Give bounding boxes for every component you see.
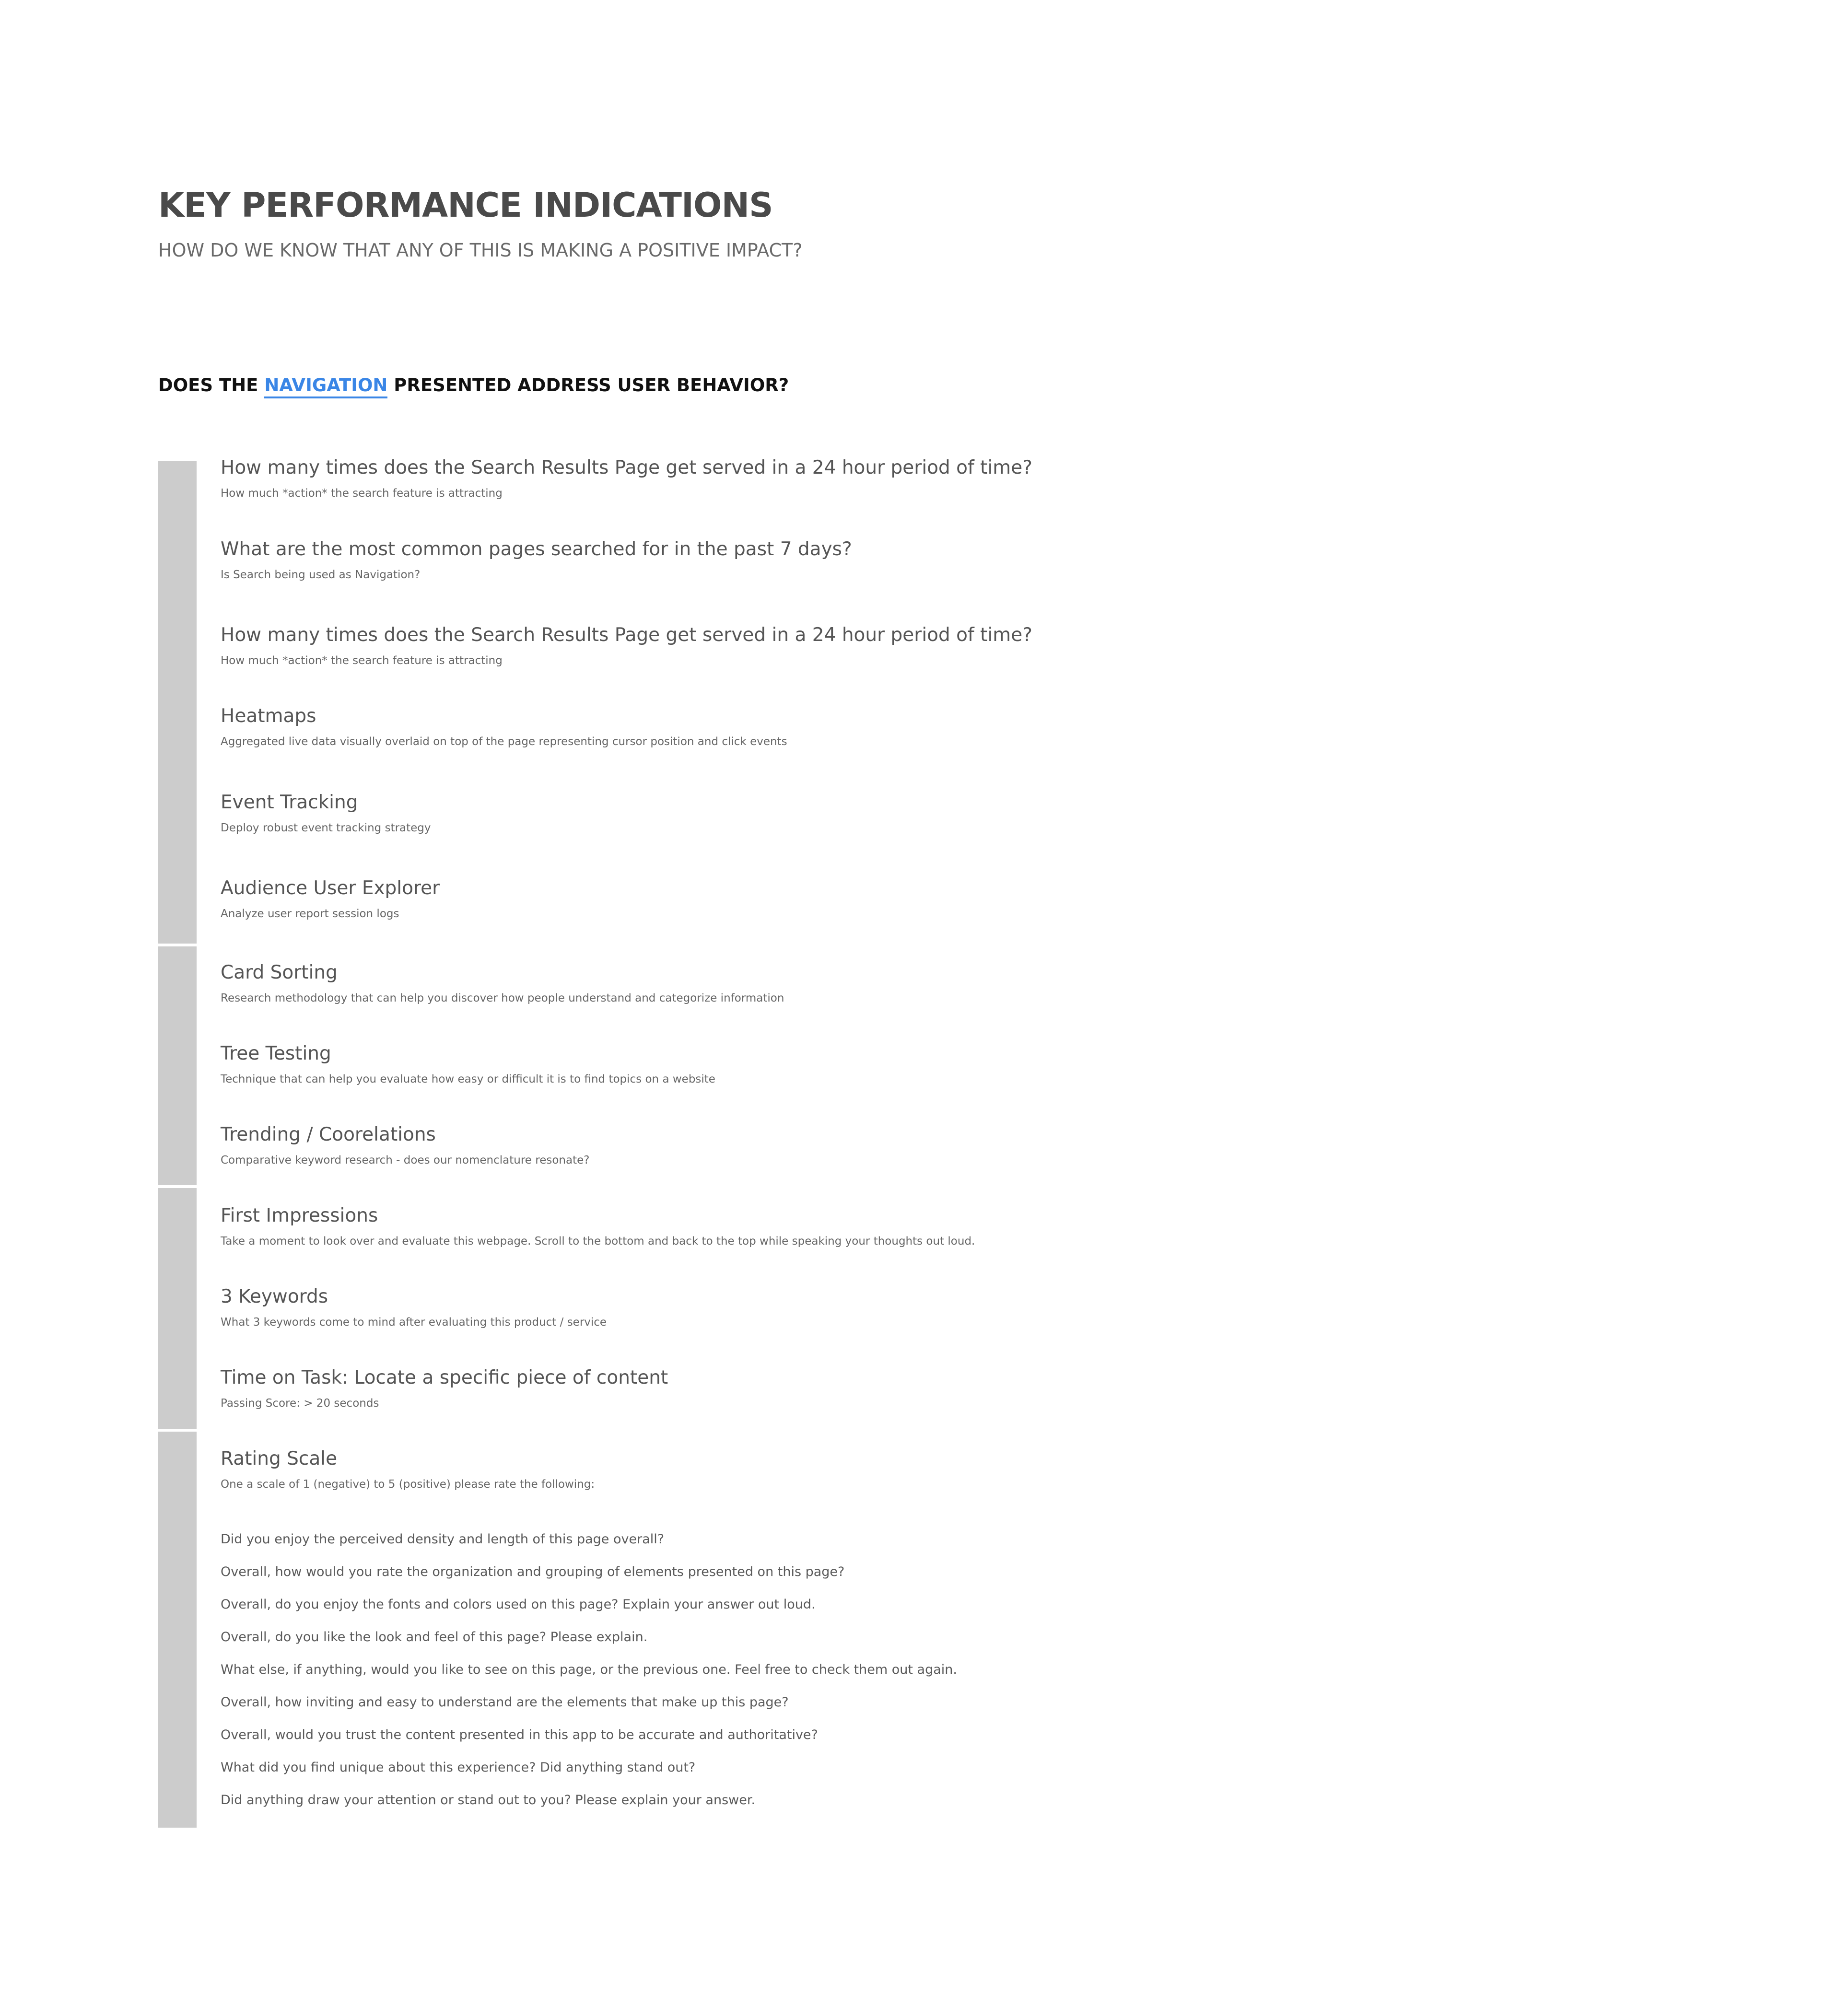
kpi-item-description: Comparative keyword research - does our nomenclature resonate? <box>221 1154 590 1166</box>
kpi-item <box>221 455 1032 502</box>
kpi-item-description: How much *action* the search feature is attracting <box>221 654 503 667</box>
rating-question: Overall, do you enjoy the fonts and colors used on this page? Explain your answer out loud. <box>221 1597 816 1612</box>
kpi-item <box>221 704 787 750</box>
kpi-item-description: Is Search being used as Navigation? <box>221 569 421 581</box>
kpi-item-description: What 3 keywords come to mind after evaluating this product / service <box>221 1316 607 1329</box>
kpi-item-description: Technique that can help you evaluate how easy or difficult it is to find topics on a website <box>221 1073 715 1085</box>
navigation-link[interactable]: NAVIGATION <box>264 375 387 398</box>
kpi-item-title: Audience User Explorer <box>221 877 440 899</box>
section-heading-suffix: PRESENTED ADDRESS USER BEHAVIOR? <box>387 375 789 396</box>
kpi-item-title: First Impressions <box>221 1205 378 1226</box>
kpi-item <box>221 623 1032 669</box>
kpi-item-title: Tree Testing <box>221 1043 331 1064</box>
kpi-item <box>221 1446 595 1493</box>
kpi-item-title: How many times does the Search Results Page get served in a 24 hour period of time? <box>221 457 1032 478</box>
page-title: KEY PERFORMANCE INDICATIONS <box>158 186 773 225</box>
kpi-item-title: Rating Scale <box>221 1448 338 1470</box>
kpi-item <box>221 1365 668 1411</box>
kpi-item-description: Take a moment to look over and evaluate this webpage. Scroll to the bottom and back to the top while speaking your thoughts out loud. <box>221 1235 975 1248</box>
kpi-item-title: What are the most common pages searched for in the past 7 days? <box>221 538 852 560</box>
group-bar-rating-scale <box>158 1432 197 1828</box>
kpi-item-title: 3 Keywords <box>221 1286 328 1307</box>
rating-question: Overall, how inviting and easy to understand are the elements that make up this page? <box>221 1695 789 1710</box>
kpi-item <box>221 790 431 836</box>
kpi-item-description: One a scale of 1 (negative) to 5 (positive) please rate the following: <box>221 1478 595 1491</box>
kpi-item <box>221 1284 607 1330</box>
kpi-item-title: Time on Task: Locate a specific piece of content <box>221 1367 668 1388</box>
group-bar-usability-tasks <box>158 1188 197 1429</box>
kpi-item-title: Trending / Coorelations <box>221 1124 436 1145</box>
kpi-item-description: Aggregated live data visually overlaid on top of the page representing cursor position and click events <box>221 735 787 748</box>
rating-question: Did you enjoy the perceived density and length of this page overall? <box>221 1532 665 1547</box>
section-heading-prefix: DOES THE <box>158 375 265 396</box>
rating-question: Overall, how would you rate the organization and grouping of elements presented on this page? <box>221 1564 845 1579</box>
kpi-item <box>221 1203 975 1249</box>
group-bar-search-analytics <box>158 461 197 944</box>
group-bar-information-architecture <box>158 946 197 1185</box>
page-subtitle: HOW DO WE KNOW THAT ANY OF THIS IS MAKING A POSITIVE IMPACT? <box>158 240 803 261</box>
kpi-item-title: Event Tracking <box>221 792 358 813</box>
kpi-item <box>221 960 784 1006</box>
rating-question: What else, if anything, would you like to see on this page, or the previous one. Feel free to check them out again. <box>221 1662 957 1677</box>
kpi-item-title: Heatmaps <box>221 705 316 727</box>
rating-question: Did anything draw your attention or stand out to you? Please explain your answer. <box>221 1793 756 1808</box>
kpi-item-description: Deploy robust event tracking strategy <box>221 822 431 834</box>
kpi-item <box>221 876 440 922</box>
kpi-item-description: How much *action* the search feature is attracting <box>221 487 503 500</box>
kpi-item-description: Passing Score: > 20 seconds <box>221 1397 379 1410</box>
kpi-item-title: Card Sorting <box>221 962 338 983</box>
rating-question: Overall, do you like the look and feel of this page? Please explain. <box>221 1630 648 1644</box>
section-heading <box>158 372 789 399</box>
kpi-item-title: How many times does the Search Results Page get served in a 24 hour period of time? <box>221 624 1032 646</box>
rating-question: What did you find unique about this experience? Did anything stand out? <box>221 1760 696 1775</box>
kpi-item-description: Analyze user report session logs <box>221 908 399 920</box>
kpi-item-description: Research methodology that can help you discover how people understand and categorize information <box>221 992 784 1004</box>
kpi-item <box>221 537 852 583</box>
kpi-item <box>221 1122 589 1168</box>
kpi-item <box>221 1041 715 1087</box>
rating-question: Overall, would you trust the content presented in this app to be accurate and authoritative? <box>221 1727 818 1742</box>
